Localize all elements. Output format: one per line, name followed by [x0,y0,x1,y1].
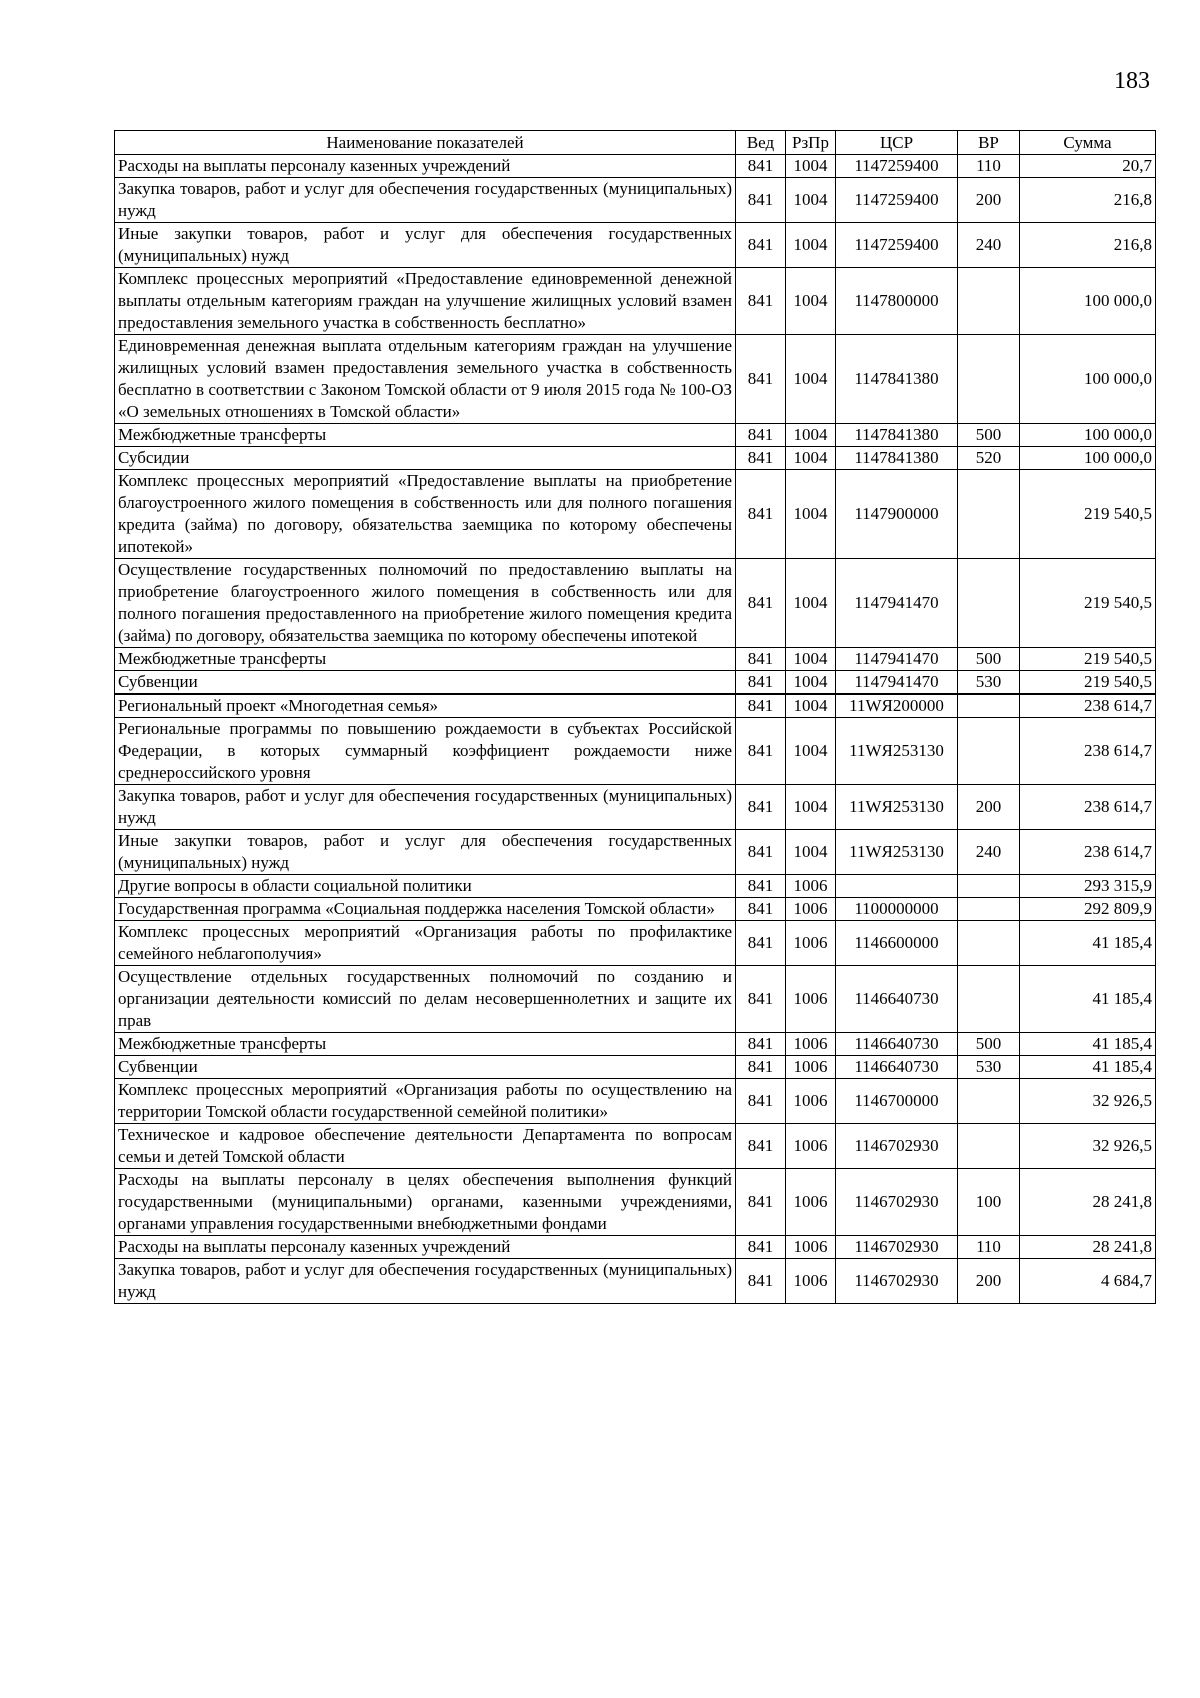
row-name: Расходы на выплаты персоналу в целях обеспечения выполнения функций государственными (муниципальными) органами, казенными учреждениями, органами управления государственными внебюджетными фондами [115,1169,736,1236]
row-vr: 500 [958,1033,1020,1056]
row-vr [958,559,1020,648]
row-ved: 841 [736,268,786,335]
header-ved: Вед [736,131,786,155]
row-ved: 841 [736,335,786,424]
row-sum: 32 926,5 [1020,1124,1156,1169]
row-rzpr: 1006 [786,1056,836,1079]
header-vr: ВР [958,131,1020,155]
header-rzpr: РзПр [786,131,836,155]
table-row [115,875,1156,898]
row-csr: 11WЯ253130 [836,830,958,875]
row-vr [958,470,1020,559]
table-row [115,830,1156,875]
page-number: 183 [1114,68,1150,94]
row-vr [958,335,1020,424]
row-sum: 100 000,0 [1020,447,1156,470]
row-csr: 1147259400 [836,155,958,178]
row-csr: 1146702930 [836,1169,958,1236]
row-rzpr: 1004 [786,470,836,559]
row-csr: 1146640730 [836,1033,958,1056]
row-vr [958,1079,1020,1124]
row-ved: 841 [736,966,786,1033]
row-ved: 841 [736,155,786,178]
table-row [115,559,1156,648]
row-csr: 1147841380 [836,424,958,447]
row-sum: 20,7 [1020,155,1156,178]
row-name: Другие вопросы в области социальной политики [115,875,736,898]
table-row [115,1259,1156,1304]
row-name: Комплекс процессных мероприятий «Предоставление выплаты на приобретение благоустроенного жилого помещения в собственность или для полного погашения кредита (займа) по договору, обязательства заемщика по которому обеспечены ипотекой» [115,470,736,559]
row-ved: 841 [736,1124,786,1169]
row-sum: 216,8 [1020,223,1156,268]
row-rzpr: 1004 [786,335,836,424]
row-name: Осуществление государственных полномочий по предоставлению выплаты на приобретение благоустроенного жилого помещения в собственность или для полного погашения предоставленного на приобретение жилого помещения кредита (займа) по договору, обязательства заемщика по которому обеспечены ипотекой [115,559,736,648]
row-sum: 238 614,7 [1020,694,1156,718]
row-csr: 1146702930 [836,1124,958,1169]
budget-table [114,130,1156,1304]
row-ved: 841 [736,694,786,718]
row-name: Региональный проект «Многодетная семья» [115,694,736,718]
table-row [115,335,1156,424]
row-ved: 841 [736,559,786,648]
row-rzpr: 1004 [786,155,836,178]
row-sum: 100 000,0 [1020,268,1156,335]
row-csr: 11WЯ200000 [836,694,958,718]
row-rzpr: 1006 [786,875,836,898]
row-csr: 1147841380 [836,335,958,424]
table-row [115,718,1156,785]
row-sum: 219 540,5 [1020,648,1156,671]
row-csr: 1146702930 [836,1259,958,1304]
row-sum: 41 185,4 [1020,966,1156,1033]
row-sum: 216,8 [1020,178,1156,223]
table-row [115,671,1156,695]
table-row [115,898,1156,921]
row-name: Расходы на выплаты персоналу казенных учреждений [115,1236,736,1259]
row-vr [958,898,1020,921]
row-rzpr: 1004 [786,785,836,830]
row-rzpr: 1006 [786,1259,836,1304]
row-sum: 41 185,4 [1020,1033,1156,1056]
row-ved: 841 [736,898,786,921]
row-csr: 1147800000 [836,268,958,335]
row-vr: 530 [958,671,1020,695]
row-rzpr: 1004 [786,694,836,718]
row-name: Техническое и кадровое обеспечение деятельности Департамента по вопросам семьи и детей Томской области [115,1124,736,1169]
row-vr [958,921,1020,966]
row-csr: 1147900000 [836,470,958,559]
row-name: Комплекс процессных мероприятий «Организация работы по осуществлению на территории Томской области государственной семейной политики» [115,1079,736,1124]
row-sum: 41 185,4 [1020,921,1156,966]
table-row [115,470,1156,559]
row-name: Иные закупки товаров, работ и услуг для обеспечения государственных (муниципальных) нужд [115,830,736,875]
row-sum: 238 614,7 [1020,718,1156,785]
row-vr: 240 [958,223,1020,268]
table-row [115,1236,1156,1259]
row-rzpr: 1004 [786,223,836,268]
row-sum: 219 540,5 [1020,470,1156,559]
row-name: Региональные программы по повышению рождаемости в субъектах Российской Федерации, в которых суммарный коэффициент рождаемости ниже среднероссийского уровня [115,718,736,785]
row-rzpr: 1006 [786,1033,836,1056]
row-sum: 219 540,5 [1020,671,1156,695]
row-sum: 41 185,4 [1020,1056,1156,1079]
row-rzpr: 1006 [786,966,836,1033]
row-vr: 240 [958,830,1020,875]
row-name: Закупка товаров, работ и услуг для обеспечения государственных (муниципальных) нужд [115,178,736,223]
row-vr: 110 [958,155,1020,178]
row-name: Межбюджетные трансферты [115,648,736,671]
row-csr: 1146600000 [836,921,958,966]
row-sum: 100 000,0 [1020,424,1156,447]
row-name: Закупка товаров, работ и услуг для обеспечения государственных (муниципальных) нужд [115,785,736,830]
row-sum: 238 614,7 [1020,830,1156,875]
row-name: Субвенции [115,671,736,695]
row-rzpr: 1004 [786,268,836,335]
row-ved: 841 [736,875,786,898]
row-csr: 1146700000 [836,1079,958,1124]
table-row [115,178,1156,223]
row-rzpr: 1006 [786,1169,836,1236]
header-sum: Сумма [1020,131,1156,155]
table-body [115,155,1156,1304]
row-vr: 100 [958,1169,1020,1236]
row-rzpr: 1004 [786,718,836,785]
row-ved: 841 [736,470,786,559]
row-rzpr: 1006 [786,921,836,966]
row-rzpr: 1004 [786,424,836,447]
row-name: Государственная программа «Социальная поддержка населения Томской области» [115,898,736,921]
row-ved: 841 [736,1056,786,1079]
table-row [115,1079,1156,1124]
row-ved: 841 [736,1079,786,1124]
row-rzpr: 1004 [786,648,836,671]
row-ved: 841 [736,424,786,447]
row-ved: 841 [736,1033,786,1056]
table-row [115,223,1156,268]
row-name: Межбюджетные трансферты [115,424,736,447]
row-csr: 1147941470 [836,671,958,695]
table-row [115,155,1156,178]
row-vr [958,694,1020,718]
row-vr: 520 [958,447,1020,470]
row-csr: 1146640730 [836,966,958,1033]
row-vr: 530 [958,1056,1020,1079]
table-row [115,268,1156,335]
row-ved: 841 [736,1169,786,1236]
table-row [115,694,1156,718]
row-rzpr: 1004 [786,178,836,223]
table-row [115,1169,1156,1236]
row-vr: 500 [958,424,1020,447]
row-sum: 28 241,8 [1020,1169,1156,1236]
row-csr: 1146640730 [836,1056,958,1079]
table-row [115,785,1156,830]
row-rzpr: 1006 [786,1236,836,1259]
row-ved: 841 [736,830,786,875]
header-name: Наименование показателей [115,131,736,155]
row-sum: 28 241,8 [1020,1236,1156,1259]
row-vr [958,718,1020,785]
row-csr: 1147259400 [836,223,958,268]
row-ved: 841 [736,1236,786,1259]
table-row [115,1124,1156,1169]
row-ved: 841 [736,447,786,470]
row-rzpr: 1004 [786,671,836,695]
table-row [115,648,1156,671]
row-name: Расходы на выплаты персоналу казенных учреждений [115,155,736,178]
row-csr: 1100000000 [836,898,958,921]
row-ved: 841 [736,785,786,830]
row-vr [958,875,1020,898]
row-rzpr: 1006 [786,1079,836,1124]
row-name: Межбюджетные трансферты [115,1033,736,1056]
table-row [115,424,1156,447]
row-csr: 11WЯ253130 [836,718,958,785]
row-ved: 841 [736,648,786,671]
row-sum: 4 684,7 [1020,1259,1156,1304]
row-rzpr: 1004 [786,447,836,470]
table-row [115,1056,1156,1079]
row-name: Субвенции [115,1056,736,1079]
row-name: Комплекс процессных мероприятий «Предоставление единовременной денежной выплаты отдельным категориям граждан на улучшение жилищных условий взамен предоставления земельного участка в собственность бесплатно» [115,268,736,335]
row-vr [958,1124,1020,1169]
row-sum: 293 315,9 [1020,875,1156,898]
row-rzpr: 1006 [786,898,836,921]
row-csr: 11WЯ253130 [836,785,958,830]
row-csr: 1147259400 [836,178,958,223]
table-row [115,1033,1156,1056]
header-csr: ЦСР [836,131,958,155]
row-sum: 219 540,5 [1020,559,1156,648]
row-csr: 1146702930 [836,1236,958,1259]
row-vr: 200 [958,785,1020,830]
row-vr: 200 [958,1259,1020,1304]
row-name: Иные закупки товаров, работ и услуг для обеспечения государственных (муниципальных) нужд [115,223,736,268]
row-ved: 841 [736,718,786,785]
row-vr: 200 [958,178,1020,223]
row-csr [836,875,958,898]
row-vr [958,966,1020,1033]
row-rzpr: 1006 [786,1124,836,1169]
row-ved: 841 [736,671,786,695]
row-csr: 1147941470 [836,648,958,671]
row-sum: 32 926,5 [1020,1079,1156,1124]
row-sum: 100 000,0 [1020,335,1156,424]
row-vr: 500 [958,648,1020,671]
row-name: Единовременная денежная выплата отдельным категориям граждан на улучшение жилищных условий взамен предоставления земельного участка в собственность бесплатно в соответствии с Законом Томской области от 9 июля 2015 года № 100-ОЗ «О земельных отношениях в Томской области» [115,335,736,424]
row-ved: 841 [736,1259,786,1304]
row-csr: 1147941470 [836,559,958,648]
row-vr [958,268,1020,335]
row-csr: 1147841380 [836,447,958,470]
row-name: Комплекс процессных мероприятий «Организация работы по профилактике семейного неблагополучия» [115,921,736,966]
row-name: Закупка товаров, работ и услуг для обеспечения государственных (муниципальных) нужд [115,1259,736,1304]
row-name: Осуществление отдельных государственных полномочий по созданию и организации деятельности комиссий по делам несовершеннолетних и защите их прав [115,966,736,1033]
row-rzpr: 1004 [786,559,836,648]
table-row [115,966,1156,1033]
row-name: Субсидии [115,447,736,470]
row-sum: 292 809,9 [1020,898,1156,921]
table-header-row [115,131,1156,155]
row-rzpr: 1004 [786,830,836,875]
row-sum: 238 614,7 [1020,785,1156,830]
row-ved: 841 [736,921,786,966]
table-row [115,921,1156,966]
row-ved: 841 [736,178,786,223]
table-row [115,447,1156,470]
row-vr: 110 [958,1236,1020,1259]
row-ved: 841 [736,223,786,268]
